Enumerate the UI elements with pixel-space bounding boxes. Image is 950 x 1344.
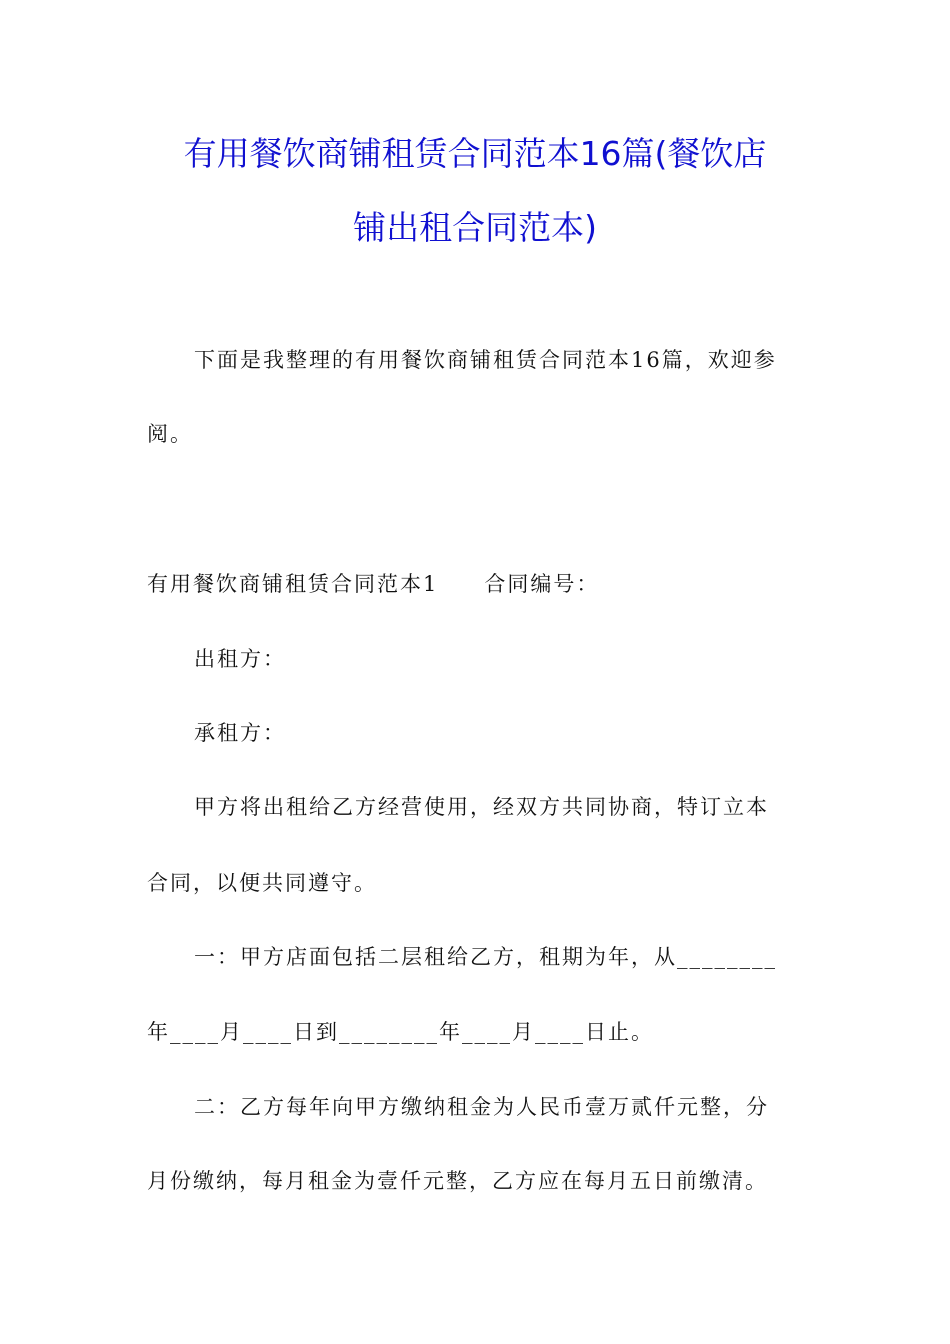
intro-line-1: 下面是我整理的有用餐饮商铺租赁合同范本16篇，欢迎参 xyxy=(194,348,777,372)
intro-line-2: 阅。 xyxy=(147,422,193,446)
document-title-line-1: 有用餐饮商铺租赁合同范本16篇(餐饮店 xyxy=(183,134,767,173)
paragraph-1-line-2: 合同，以便共同遵守。 xyxy=(147,871,377,895)
section-heading: 有用餐饮商铺租赁合同范本1 合同编号： xyxy=(147,572,600,596)
clause-2-line-2: 月份缴纳，每月租金为壹仟元整，乙方应在每月五日前缴清。 xyxy=(147,1169,768,1193)
clause-2-line-1: 二：乙方每年向甲方缴纳租金为人民币壹万贰仟元整，分 xyxy=(194,1095,769,1119)
clause-1-line-2: 年____月____日到________年____月____日止。 xyxy=(147,1020,654,1044)
lessor-label: 出租方： xyxy=(194,647,286,671)
lessee-label: 承租方： xyxy=(194,721,286,745)
clause-1-line-1: 一：甲方店面包括二层租给乙方，租期为年，从________ xyxy=(194,945,777,969)
document-title-line-2: 铺出租合同范本) xyxy=(353,208,597,247)
paragraph-1-line-1: 甲方将出租给乙方经营使用，经双方共同协商，特订立本 xyxy=(194,795,769,819)
